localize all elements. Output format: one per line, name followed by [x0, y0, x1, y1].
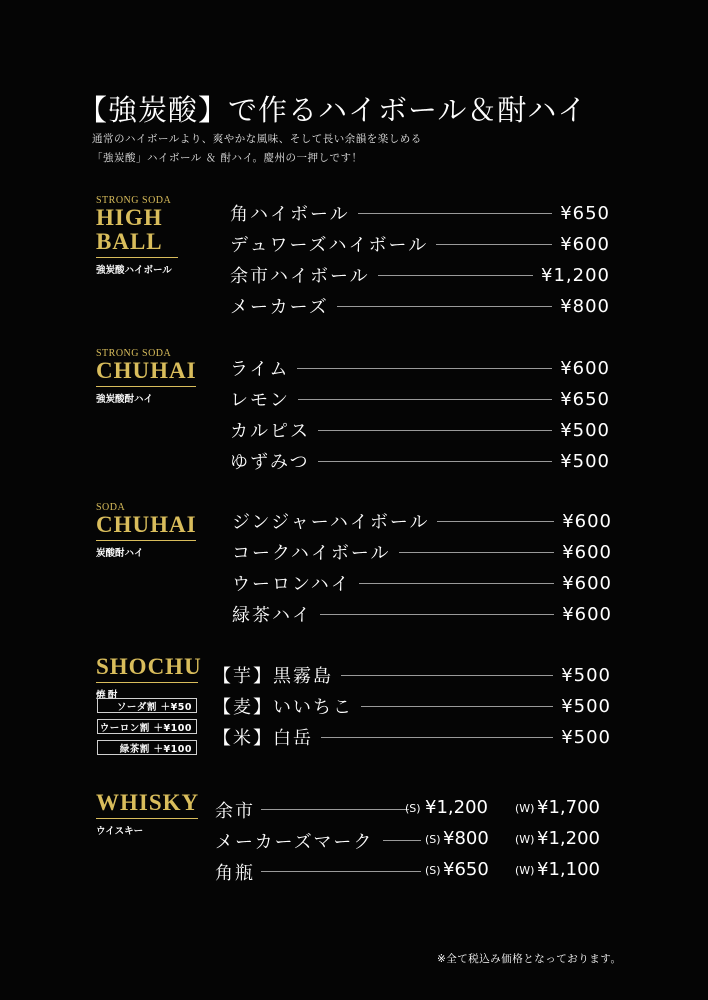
- double-tag: (W): [515, 802, 535, 815]
- menu-item: [230, 200, 610, 226]
- shochu-addon-soda: ソーダ割 ＋¥50: [97, 698, 197, 713]
- menu-item-price: ¥800: [560, 295, 610, 317]
- menu-item-price: ¥500: [561, 664, 611, 686]
- category-subtitle: 強炭酸酎ハイ: [96, 395, 154, 405]
- leader-line: [437, 521, 554, 522]
- category-title: CHUHAI: [96, 358, 197, 383]
- leader-line: [261, 809, 409, 810]
- single-price: ¥1,200: [425, 797, 488, 818]
- menu-item: [230, 386, 610, 412]
- category-soda-chuhai: [96, 502, 197, 559]
- menu-item: [230, 448, 610, 474]
- leader-line: [358, 213, 553, 214]
- menu-item-price: ¥600: [562, 510, 612, 532]
- leader-line: [298, 399, 552, 400]
- category-underline: [96, 386, 196, 387]
- double-tag: (W): [515, 833, 535, 846]
- page-title: 【強炭酸】で作るハイボール＆酎ハイ: [78, 93, 588, 127]
- intro-text-line-2: 「強炭酸」ハイボール ＆ 酎ハイ。慶州の一押しです！: [92, 152, 363, 164]
- leader-line: [378, 275, 533, 276]
- menu-item-name: 角ハイボール: [230, 204, 350, 225]
- category-title: CHUHAI: [96, 512, 197, 537]
- category-subtitle: 焼 酎: [96, 691, 118, 701]
- menu-item-name: デュワーズハイボール: [230, 235, 429, 256]
- category-underline: [96, 540, 196, 541]
- menu-item-name: 緑茶ハイ: [232, 605, 312, 626]
- menu-item: [232, 539, 612, 565]
- leader-line: [261, 871, 421, 872]
- menu-item: [230, 293, 610, 319]
- intro-text-line-1: 通常のハイボールより、爽やかな風味、そして長い余韻を楽しめる: [92, 133, 422, 145]
- leader-line: [341, 675, 553, 676]
- menu-item-price: ¥500: [560, 419, 610, 441]
- menu-item: [232, 570, 612, 596]
- menu-item-price: ¥600: [560, 233, 610, 255]
- menu-item-name: レモン: [230, 390, 290, 411]
- menu-item-price: ¥600: [562, 541, 612, 563]
- leader-line: [337, 306, 552, 307]
- category-title: SHOCHU: [96, 654, 202, 679]
- category-strong-chuhai: [96, 348, 197, 405]
- leader-line: [321, 737, 553, 738]
- menu-item-name: メーカーズマーク: [215, 832, 374, 853]
- category-title: WHISKY: [96, 790, 200, 815]
- leader-line: [359, 583, 554, 584]
- menu-item-name: 【芋】黒霧島: [213, 666, 333, 687]
- menu-item: [232, 601, 612, 627]
- shochu-addon-greentea: 緑茶割 ＋¥100: [97, 740, 197, 755]
- single-price: ¥800: [443, 828, 489, 849]
- menu-item: [230, 231, 610, 257]
- whisky-item: [215, 797, 613, 821]
- double-price: ¥1,700: [537, 797, 600, 818]
- menu-item-name: 余市ハイボール: [230, 266, 370, 287]
- menu-item-price: ¥650: [560, 388, 610, 410]
- whisky-item: [215, 859, 613, 883]
- category-whisky: [96, 791, 199, 837]
- category-shochu: [96, 655, 202, 701]
- leader-line: [399, 552, 555, 553]
- menu-item: [230, 417, 610, 443]
- single-tag: (S): [425, 833, 441, 846]
- menu-item-name: カルピス: [230, 421, 310, 442]
- menu-item-name: 角瓶: [215, 863, 255, 884]
- menu-item-name: 【米】白岳: [213, 728, 313, 749]
- menu-item: [230, 355, 610, 381]
- whisky-item: [215, 828, 613, 852]
- category-underline: [96, 682, 198, 683]
- category-underline: [96, 818, 198, 819]
- menu-item: [213, 693, 611, 719]
- category-highball: [96, 195, 178, 276]
- menu-item-name: ウーロンハイ: [232, 574, 351, 595]
- menu-item-name: メーカーズ: [230, 297, 329, 318]
- category-eyebrow: STRONG SODA: [96, 348, 172, 359]
- menu-item-name: ライム: [230, 359, 290, 380]
- menu-item-price: ¥600: [560, 357, 610, 379]
- single-tag: (S): [425, 864, 441, 877]
- double-tag: (W): [515, 864, 535, 877]
- leader-line: [318, 430, 552, 431]
- leader-line: [318, 461, 553, 462]
- menu-item-price: ¥650: [560, 202, 610, 224]
- menu-item-price: ¥500: [561, 695, 611, 717]
- single-tag: (S): [405, 802, 421, 815]
- category-eyebrow: STRONG SODA: [96, 195, 172, 206]
- menu-item-name: コークハイボール: [232, 543, 391, 564]
- menu-item-name: 余市: [215, 801, 255, 822]
- menu-item-name: ジンジャーハイボール: [232, 512, 430, 533]
- leader-line: [320, 614, 554, 615]
- menu-item-name: ゆずみつ: [230, 452, 310, 473]
- menu-item: [230, 262, 610, 288]
- tax-note: ※全て税込み価格となっております。: [437, 953, 622, 965]
- category-underline: [96, 257, 178, 258]
- menu-item: [213, 662, 611, 688]
- menu-item: [213, 724, 611, 750]
- leader-line: [383, 840, 421, 841]
- menu-item-price: ¥600: [562, 603, 612, 625]
- menu-item-price: ¥1,200: [541, 264, 610, 286]
- menu-item-price: ¥500: [560, 450, 610, 472]
- double-price: ¥1,100: [537, 859, 600, 880]
- category-subtitle: 強炭酸ハイボール: [96, 266, 172, 276]
- shochu-addon-oolong: ウーロン割 ＋¥100: [97, 719, 197, 734]
- category-title-line-1: HIGH: [96, 205, 163, 230]
- category-subtitle: ウイスキー: [96, 827, 144, 837]
- menu-item: [232, 508, 612, 534]
- menu-item-name: 【麦】いいちこ: [213, 697, 353, 718]
- single-price: ¥650: [443, 859, 489, 880]
- double-price: ¥1,200: [537, 828, 600, 849]
- menu-item-price: ¥600: [562, 572, 612, 594]
- leader-line: [361, 706, 553, 707]
- category-title-line-2: BALL: [96, 229, 163, 254]
- category-eyebrow: SODA: [96, 502, 126, 513]
- leader-line: [297, 368, 552, 369]
- menu-item-price: ¥500: [561, 726, 611, 748]
- category-subtitle: 炭酸酎ハイ: [96, 549, 144, 559]
- leader-line: [436, 244, 552, 245]
